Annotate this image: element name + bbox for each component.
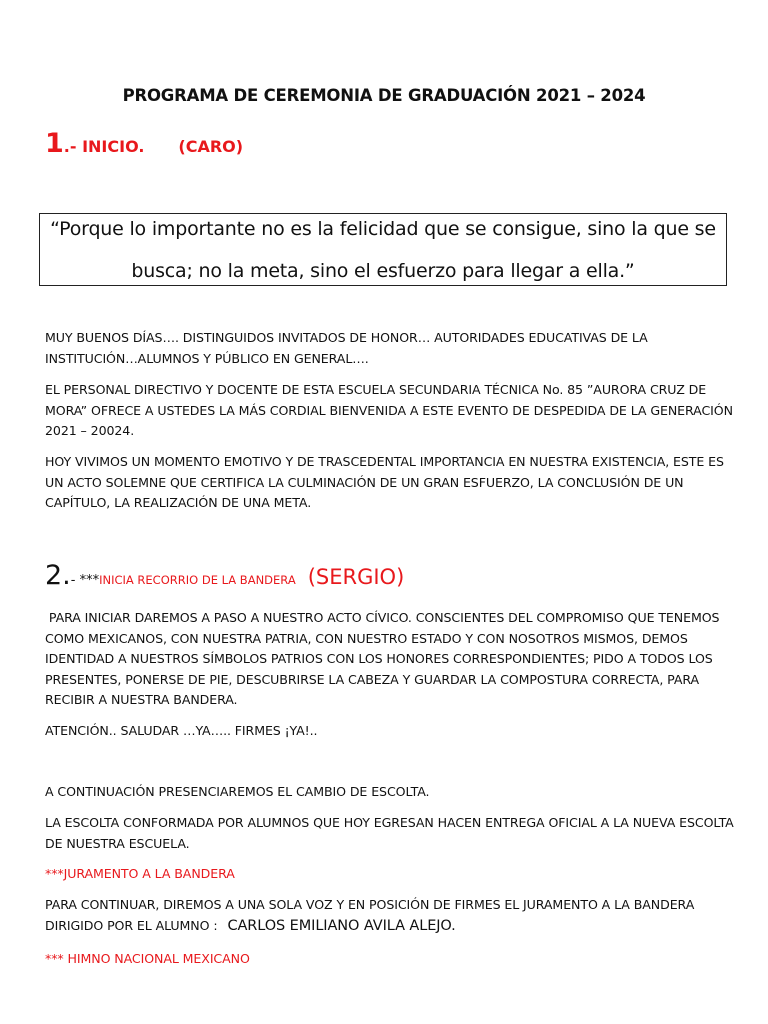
student-name: CARLOS EMILIANO AVILA ALEJO. — [227, 917, 456, 934]
quote-line-2: busca; no la meta, sino el esfuerzo para llegar a ella.” — [131, 260, 635, 282]
section-2-person: (SERGIO) — [307, 565, 405, 589]
continuation-line — [45, 782, 735, 803]
section-1-heading — [45, 130, 243, 157]
text-line: COMO MEXICANOS, CON NUESTRA PATRIA, CON NUESTRO ESTADO Y CON NOSOTROS MISMOS, DEMOS — [45, 630, 688, 646]
quote-line-1: “Porque lo importante no es la felicidad que se consigue, sino la que se — [50, 218, 716, 240]
page-title: PROGRAMA DE CEREMONIA DE GRADUACIÓN 2021 – 2024 — [122, 86, 646, 105]
text-line: LA ESCOLTA CONFORMADA POR ALUMNOS QUE HOY EGRESAN HACEN ENTREGA OFICIAL A LA NUEVA ESCOLTA — [45, 815, 734, 830]
attention-line — [45, 721, 735, 742]
text-line: MUY BUENOS DÍAS…. DISTINGUIDOS INVITADOS DE HONOR… AUTORIDADES EDUCATIVAS DE LA — [45, 330, 648, 345]
himno-heading — [45, 949, 735, 970]
text-line: UN ACTO SOLEMNE QUE CERTIFICA LA CULMINACIÓN DE UN GRAN ESFUERZO, LA CONCLUSIÓN DE UN — [45, 474, 684, 490]
section-2-marker: - *** — [70, 573, 100, 588]
text-line: PRESENTES, PONERSE DE PIE, DESCUBRIRSE LA CABEZA Y GUARDAR LA COMPOSTURA CORRECTA, PARA — [45, 671, 699, 687]
juramento-heading — [45, 864, 735, 885]
greeting-paragraph — [45, 328, 735, 369]
text-line: PARA CONTINUAR, DIREMOS A UNA SOLA VOZ Y EN POSICIÓN DE FIRMES EL JURAMENTO A LA BANDERA — [45, 897, 695, 912]
text-line: IDENTIDAD A NUESTROS SÍMBOLOS PATRIOS CON LOS HONORES CORRESPONDIENTES; PIDO A TODOS LOS — [45, 651, 713, 667]
section-1-person: (CARO) — [178, 137, 244, 156]
text-line: EL PERSONAL DIRECTIVO Y DOCENTE DE ESTA ESCUELA SECUNDARIA TÉCNICA No. 85 ”AURORA CRUZ DE — [45, 382, 707, 397]
section-2-heading — [45, 560, 404, 591]
civic-act-paragraph — [45, 608, 735, 711]
text-line: *** HIMNO NACIONAL MEXICANO — [45, 951, 250, 966]
text-line: INSTITUCIÓN…ALUMNOS Y PÚBLICO EN GENERAL…. — [45, 350, 369, 366]
text-line: HOY VIVIMOS UN MOMENTO EMOTIVO Y DE TRASCEDENTAL IMPORTANCIA EN NUESTRA EXISTENCIA, ESTE ES — [45, 454, 724, 469]
text-line: MORA” OFRECE A USTEDES LA MÁS CORDIAL BIENVENIDA A ESTE EVENTO DE DESPEDIDA DE LA GENERACIÓN — [45, 402, 733, 418]
text-line: DE NUESTRA ESCUELA. — [45, 835, 190, 851]
section-1-label: .- INICIO. — [63, 137, 145, 156]
text-line: ***JURAMENTO A LA BANDERA — [45, 866, 235, 881]
section-2-label: INICIA RECORRIO DE LA BANDERA — [99, 573, 296, 587]
juramento-paragraph — [45, 895, 735, 936]
text-line: CAPÍTULO, LA REALIZACIÓN DE UNA META. — [45, 495, 312, 511]
section-1-number: 1 — [45, 128, 64, 159]
welcome-paragraph — [45, 380, 735, 442]
text-line: RECIBIR A NUESTRA BANDERA. — [45, 692, 238, 708]
text-line: ATENCIÓN.. SALUDAR …YA….. FIRMES ¡YA!.. — [45, 723, 318, 738]
escolta-paragraph — [45, 813, 735, 854]
text-line: 2021 – 20024. — [45, 423, 135, 439]
moment-paragraph — [45, 452, 735, 514]
text-line: PARA INICIAR DAREMOS A PASO A NUESTRO ACTO CÍVICO. CONSCIENTES DEL COMPROMISO QUE TENEMOS — [45, 610, 720, 625]
text-line: A CONTINUACIÓN PRESENCIAREMOS EL CAMBIO DE ESCOLTA. — [45, 784, 430, 799]
section-2-number: 2. — [45, 560, 71, 591]
text-line — [45, 916, 735, 937]
directed-by-label: DIRIGIDO POR EL ALUMNO : — [45, 917, 218, 933]
